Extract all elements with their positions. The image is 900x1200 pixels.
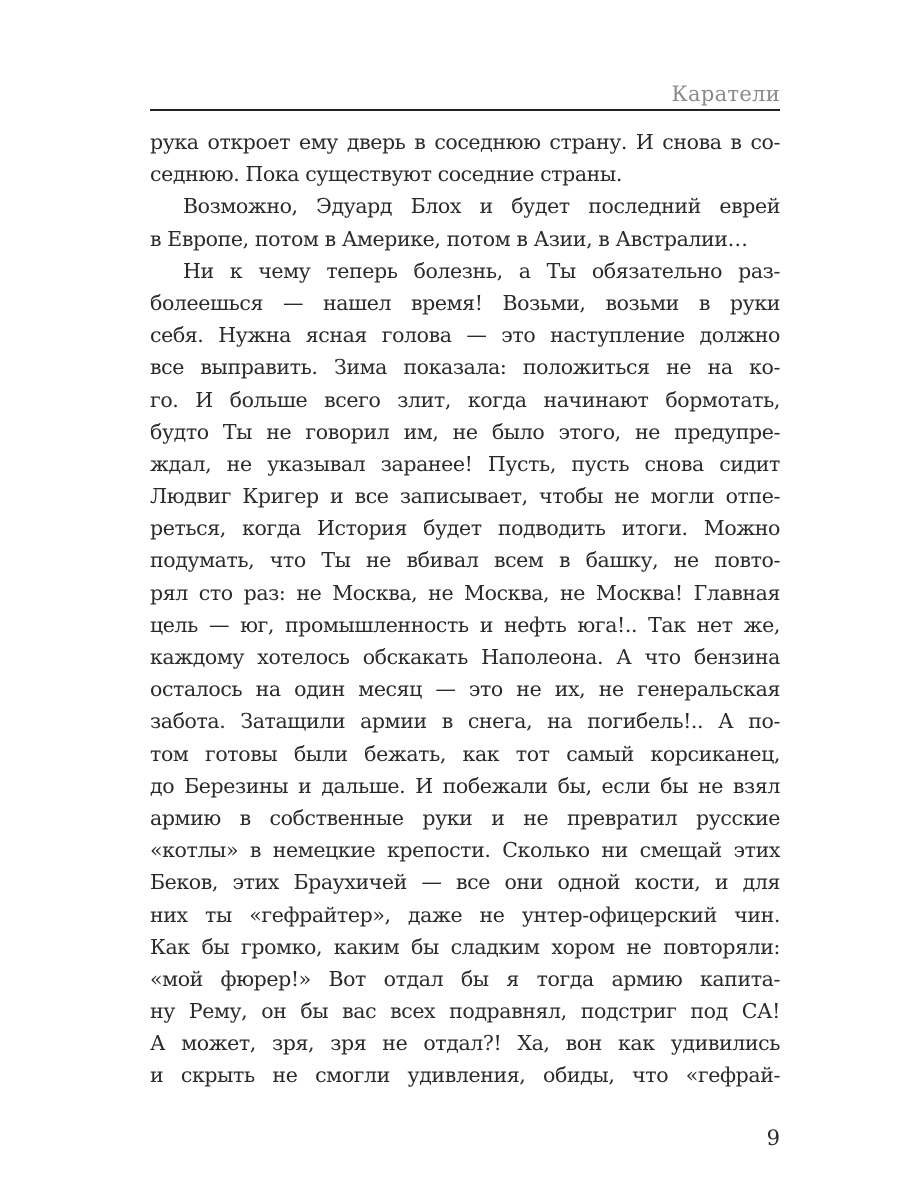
- page-number: 9: [766, 1126, 780, 1150]
- text-line: «котлы» в немецкие крепости. Сколько ни смещай этих: [150, 838, 780, 863]
- running-head-title: Каратели: [671, 82, 780, 106]
- text-line: рял сто раз: не Москва, не Москва, не Москва! Главная: [150, 580, 780, 605]
- body-text: [150, 126, 780, 1092]
- text-line: седнюю. Пока существуют соседние страны.: [150, 162, 622, 187]
- text-line: Ни к чему теперь болезнь, а Ты обязательно раз-: [183, 258, 780, 283]
- text-line: Людвиг Кригер и все записывает, чтобы не могли отпе-: [150, 484, 780, 509]
- paragraph: [150, 190, 780, 254]
- text-line: и скрыть не смогли удивления, обиды, что «гефрай-: [150, 1063, 780, 1088]
- text-line: Возможно, Эдуард Блох и будет последний еврей: [183, 194, 780, 219]
- header-rule: [150, 109, 780, 111]
- text-line: том готовы были бежать, как тот самый корсиканец,: [150, 741, 780, 766]
- text-line: все выправить. Зима показала: положиться не на ко-: [150, 355, 780, 380]
- text-line: подумать, что Ты не вбивал всем в башку, не повто-: [150, 548, 780, 573]
- text-line: забота. Затащили армии в снега, на погибель!.. А по-: [150, 709, 780, 734]
- text-line: них ты «гефрайтер», даже не унтер-офицерский чин.: [150, 902, 780, 927]
- paragraph: [150, 255, 780, 1092]
- text-line: рука откроет ему дверь в соседнюю страну. И снова в со-: [150, 130, 780, 154]
- text-line: Как бы громко, каким бы сладким хором не повторяли:: [150, 934, 780, 959]
- text-line: осталось на один месяц — это не их, не генеральская: [150, 677, 780, 702]
- text-line: ждал, не указывал заранее! Пусть, пусть снова сидит: [150, 451, 780, 476]
- text-line: цель — юг, промышленность и нефть юга!.. Так нет же,: [150, 612, 780, 637]
- text-line: А может, зря, зря не отдал?! Ха, вон как удивились: [150, 1031, 780, 1056]
- text-line: до Березины и дальше. И побежали бы, если бы не взял: [150, 773, 780, 798]
- text-line: го. И больше всего злит, когда начинают бормотать,: [150, 387, 780, 412]
- text-line: болеешься — нашел время! Возьми, возьми в руки: [150, 290, 780, 315]
- text-line: себя. Нужна ясная голова — это наступление должно: [150, 323, 780, 348]
- text-line: Беков, этих Браухичей — все они одной кости, и для: [150, 870, 780, 895]
- text-line: ну Рему, он бы вас всех подравнял, подстриг под СА!: [150, 999, 780, 1024]
- text-line: в Европе, потом в Америке, потом в Азии, в Австралии…: [150, 226, 748, 251]
- text-line: каждому хотелось обскакать Наполеона. А что бензина: [150, 645, 780, 669]
- text-line: «мой фюрер!» Вот отдал бы я тогда армию капита-: [150, 966, 780, 991]
- paragraph: [150, 126, 780, 190]
- text-line: армию в собственные руки и не превратил русские: [150, 805, 780, 830]
- text-line: реться, когда История будет подводить итоги. Можно: [150, 516, 780, 541]
- text-line: будто Ты не говорил им, не было этого, не предупре-: [150, 419, 780, 444]
